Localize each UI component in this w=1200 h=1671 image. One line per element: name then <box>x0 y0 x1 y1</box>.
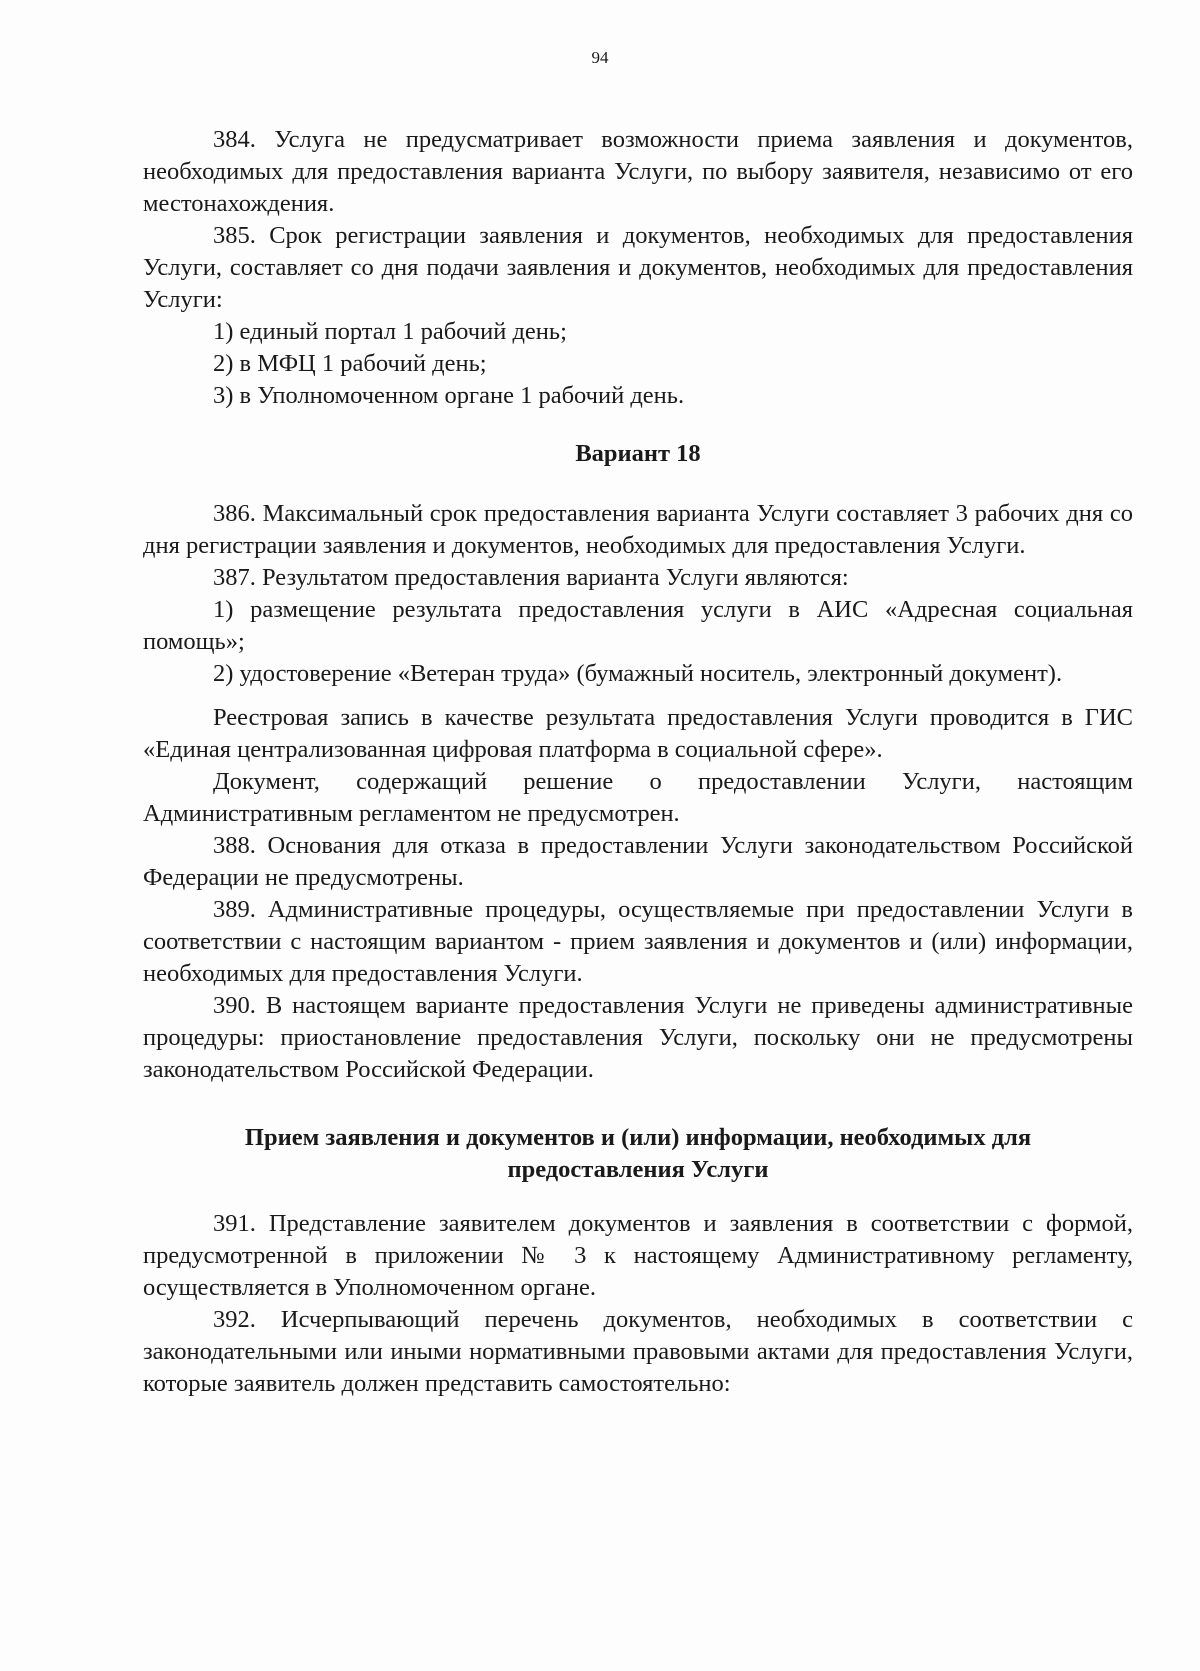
list-item: 2) в МФЦ 1 рабочий день; <box>213 350 487 377</box>
list-item: 1) единый портал 1 рабочий день; <box>213 318 567 345</box>
paragraph-decision-document: Документ, содержащий решение о предоставлении Услуги, настоящим Административным регламентом не предусмотрен. <box>143 768 1133 827</box>
paragraph-388: 388. Основания для отказа в предоставлении Услуги законодательством Российской Федерации не предусмотрены. <box>143 832 1133 891</box>
paragraph-391: 391. Представление заявителем документов и заявления в соответствии с формой, предусмотренной в приложении № 3 к настоящему Административному регламенту, осуществляется в Уполномоченном органе. <box>143 1210 1133 1301</box>
paragraph-392: 392. Исчерпывающий перечень документов, необходимых в соответствии с законодательными или иными нормативными правовыми актами для предоставления Услуги, которые заявитель должен представить самостоятельно: <box>143 1306 1133 1397</box>
document-body <box>143 124 1133 1400</box>
list-item: 1) размещение результата предоставления услуги в АИС «Адресная социальная помощь»; <box>143 596 1133 655</box>
paragraph-387: 387. Результатом предоставления варианта Услуги являются: <box>213 564 849 591</box>
list-item: 3) в Уполномоченном органе 1 рабочий день. <box>213 382 685 409</box>
section-heading <box>143 1122 1133 1186</box>
paragraph-385: 385. Срок регистрации заявления и документов, необходимых для предоставления Услуги, составляет со дня подачи заявления и документов, необходимых для предоставления Услуги: <box>143 222 1133 313</box>
paragraph-registry-record: Реестровая запись в качестве результата предоставления Услуги проводится в ГИС «Единая централизованная цифровая платформа в социальной сфере». <box>143 704 1133 763</box>
list-item: 2) удостоверение «Ветеран труда» (бумажный носитель, электронный документ). <box>213 660 1063 687</box>
section-heading-line: предоставления Услуги <box>507 1156 769 1183</box>
paragraph-390: 390. В настоящем варианте предоставления Услуги не приведены административные процедуры: приостановление предоставления Услуги, поскольку они не предусмотрены законодательством Российской Федерации. <box>143 992 1133 1083</box>
paragraph-386: 386. Максимальный срок предоставления варианта Услуги составляет 3 рабочих дня со дня регистрации заявления и документов, необходимых для предоставления Услуги. <box>143 500 1133 559</box>
variant-heading: Вариант 18 <box>575 440 701 467</box>
section-heading-line: Прием заявления и документов и (или) информации, необходимых для <box>244 1124 1032 1151</box>
paragraph-389: 389. Административные процедуры, осуществляемые при предоставлении Услуги в соответствии с настоящим вариантом - прием заявления и документов и (или) информации, необходимых для предоставления Услуги. <box>143 896 1133 987</box>
spacer <box>143 690 1133 702</box>
paragraph-384: 384. Услуга не предусматривает возможности приема заявления и документов, необходимых для предоставления варианта Услуги, по выбору заявителя, независимо от его местонахождения. <box>143 126 1133 217</box>
page-number: 94 <box>591 48 609 67</box>
